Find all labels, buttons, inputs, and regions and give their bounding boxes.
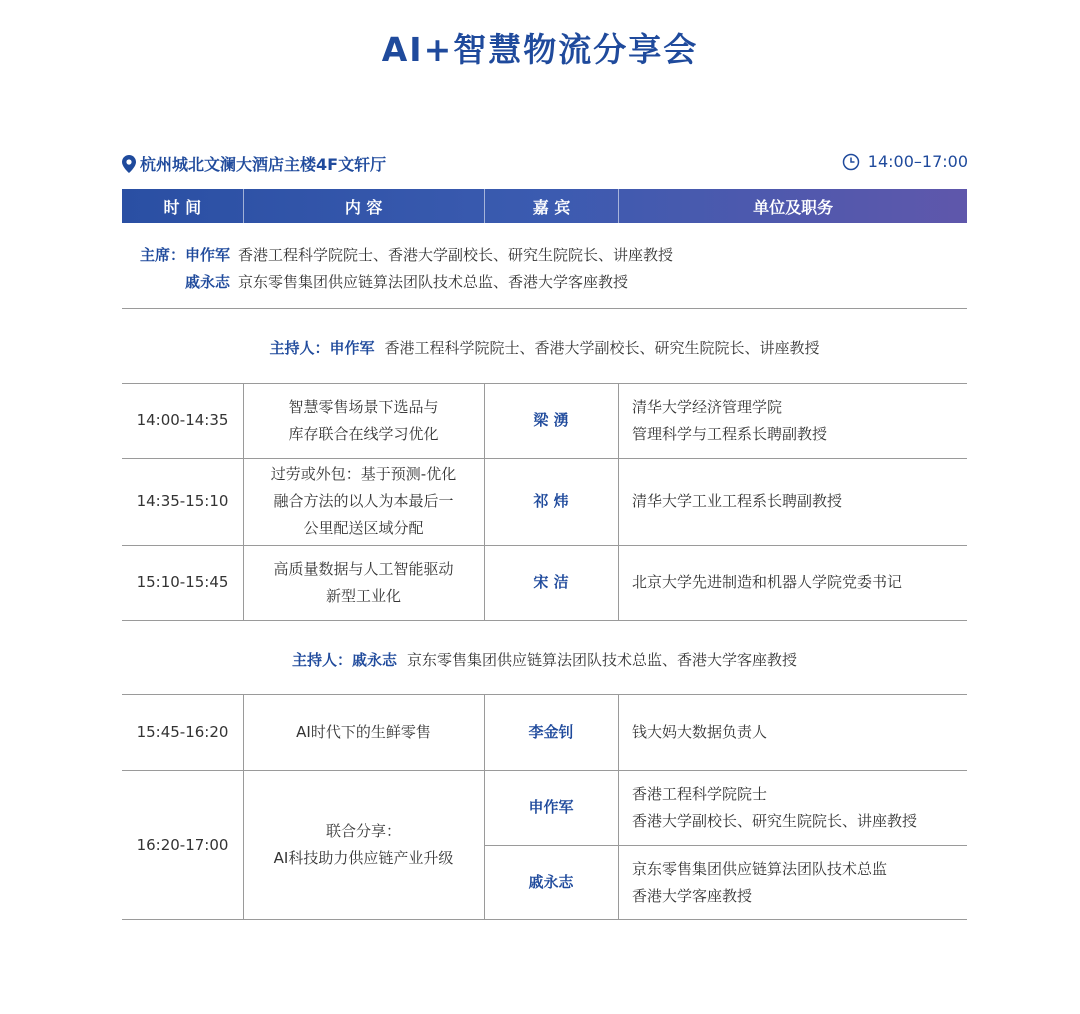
session-content <box>243 770 484 920</box>
session-content <box>243 694 484 770</box>
content-line: 高质量数据与人工智能驱动 <box>273 559 454 578</box>
affiliation-line: 清华大学工业工程系长聘副教授 <box>632 492 843 510</box>
session-speaker <box>484 458 618 545</box>
chair-desc: 京东零售集团供应链算法团队技术总监、香港大学客座教授 <box>238 273 629 291</box>
header-affiliation: 单位及职务 <box>753 197 834 217</box>
affiliation-line: 京东零售集团供应链算法团队技术总监 <box>632 859 888 878</box>
clock-icon <box>842 153 860 171</box>
session-content <box>243 383 484 458</box>
time-text: 14:35-15:10 <box>136 492 229 510</box>
content-line: 过劳或外包：基于预测-优化 <box>270 465 457 483</box>
affiliation-line: 香港大学副校长、研究生院院长、讲座教授 <box>632 811 918 830</box>
affiliation-line: 清华大学经济管理学院 <box>632 397 783 416</box>
time-text: 15:45-16:20 <box>136 722 229 741</box>
chair-label: 戚永志 <box>184 273 230 291</box>
session-affiliation <box>618 458 967 545</box>
session-speaker <box>484 770 618 845</box>
content-line: AI科技助力供应链产业升级 <box>273 849 454 867</box>
session-time <box>122 383 243 458</box>
content-line: 智慧零售场景下选品与 <box>288 397 439 416</box>
session-speaker <box>484 545 618 620</box>
content-line: 联合分享： <box>325 822 401 840</box>
speaker-name: 李金钊 <box>528 722 574 741</box>
content-line: 新型工业化 <box>325 586 401 605</box>
content-line: 库存联合在线学习优化 <box>288 424 439 443</box>
chair-label: 主席：申作军 <box>139 246 230 264</box>
speaker-name: 梁 湧 <box>533 411 569 429</box>
table-header <box>122 189 967 223</box>
divider <box>122 308 967 309</box>
affiliation-line: 香港工程科学院院士 <box>632 784 768 803</box>
session-time <box>122 770 243 920</box>
affiliation-line: 管理科学与工程系长聘副教授 <box>632 424 828 443</box>
host-desc: 京东零售集团供应链算法团队技术总监、香港大学客座教授 <box>407 651 798 669</box>
host-label: 主持人：申作军 <box>269 339 375 357</box>
event-time <box>842 152 968 171</box>
session-content <box>243 545 484 620</box>
host-label: 主持人：戚永志 <box>291 651 397 669</box>
affiliation-line: 香港大学客座教授 <box>632 886 753 905</box>
page-title: AI+智慧物流分享会 <box>381 30 699 69</box>
session-speaker <box>484 383 618 458</box>
session-affiliation <box>618 770 967 845</box>
speaker-name: 祁 炜 <box>533 492 569 510</box>
session-affiliation <box>618 694 967 770</box>
location-pin-icon <box>122 155 136 173</box>
session-affiliation <box>618 383 967 458</box>
session-content <box>243 458 484 545</box>
affiliation-line: 钱大妈大数据负责人 <box>632 722 768 741</box>
session-affiliation <box>618 545 967 620</box>
affiliation-line: 北京大学先进制造和机器人学院党委书记 <box>632 573 903 591</box>
header-content: 内 容 <box>244 189 485 223</box>
host-desc: 香港工程科学院院士、香港大学副校长、研究生院院长、讲座教授 <box>384 339 820 357</box>
speaker-name: 宋 洁 <box>533 573 569 591</box>
header-time: 时 间 <box>122 189 244 223</box>
time-text: 15:10-15:45 <box>136 573 229 591</box>
session-affiliation <box>618 845 967 920</box>
session-time <box>122 694 243 770</box>
time-text: 14:00-14:35 <box>136 411 229 429</box>
session-speaker <box>484 694 618 770</box>
host-row-1 <box>122 337 967 358</box>
session-time <box>122 545 243 620</box>
content-line: 融合方法的以人为本最后一 <box>273 492 454 510</box>
content-line: 公里配送区域分配 <box>303 519 424 537</box>
speaker-name: 戚永志 <box>528 873 574 891</box>
host-row-2 <box>122 649 967 670</box>
header-speaker: 嘉 宾 <box>485 189 620 223</box>
chair-row <box>122 268 967 295</box>
chair-section <box>122 241 967 295</box>
location <box>122 152 386 175</box>
time-text: 16:20-17:00 <box>136 835 229 854</box>
session-time <box>122 458 243 545</box>
divider <box>122 620 967 621</box>
speaker-name: 申作军 <box>528 798 574 816</box>
chair-desc: 香港工程科学院院士、香港大学副校长、研究生院院长、讲座教授 <box>238 246 674 264</box>
location-text: 杭州城北文澜大酒店主楼4F文轩厅 <box>140 155 387 174</box>
session-speaker <box>484 845 618 920</box>
time-range-text: 14:00–17:00 <box>867 152 968 171</box>
chair-row <box>122 241 967 268</box>
table-bottom-border <box>122 919 967 920</box>
content-line: AI时代下的生鲜零售 <box>296 722 431 741</box>
